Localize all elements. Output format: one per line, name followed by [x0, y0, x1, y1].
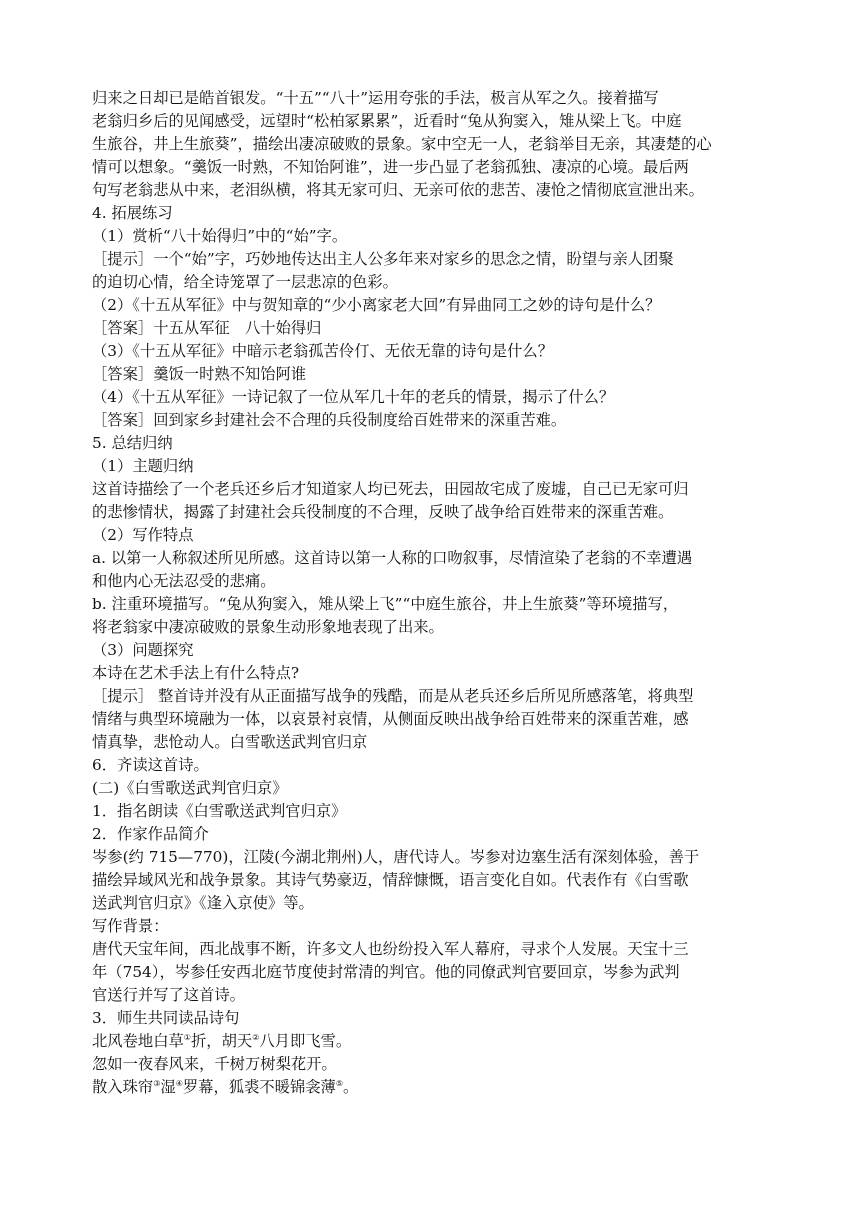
paragraph-line: b. 注重环境描写。“兔从狗窦入，雉从梁上飞”“中庭生旅谷，井上生旅葵”等环境描写，: [92, 595, 679, 613]
poem-text: 罗幕，狐裘不暖锦衾薄: [182, 1078, 336, 1096]
paragraph-line: 描绘异域风光和战争景象。其诗气势豪迈，情辞慷慨，语言变化自如。代表作有《白雪歌: [92, 871, 689, 889]
step-heading: 1．指名朗读《白雪歌送武判官归京》: [92, 802, 347, 820]
question: （4）《十五从军征》一诗记叙了一位从军几十年的老兵的情景，揭示了什么？: [92, 388, 615, 406]
paragraph-line: 和他内心无法忍受的悲痛。: [92, 572, 276, 590]
footnote-marker: ②: [252, 1032, 260, 1042]
question: （3）《十五从军征》中暗示老翁孤苦伶仃、无依无靠的诗句是什么？: [92, 342, 553, 360]
section-heading: (二)《白雪歌送武判官归京》: [92, 779, 288, 797]
paragraph-line: 句写老翁悲从中来，老泪纵横，将其无家可归、无亲可依的悲苦、凄怆之情彻底宣泄出来。: [92, 181, 704, 199]
hint-line: 的迫切心情，给全诗笼罩了一层悲凉的色彩。: [92, 273, 398, 291]
question: （1）赏析“八十始得归”中的“始”字。: [92, 227, 348, 245]
paragraph-line: 老翁归乡后的见闻感受，远望时“松柏冢累累”，近看时“兔从狗窦入，雉从梁上飞。中庭: [92, 112, 682, 130]
paragraph-line: 送武判官归京》《逢入京使》等。: [92, 894, 314, 912]
paragraph-line: 这首诗描绘了一个老兵还乡后才知道家人均已死去，田园故宅成了废墟，自己已无家可归: [92, 480, 689, 498]
answer: ［答案］回到家乡封建社会不合理的兵役制度给百姓带来的深重苦难。: [92, 411, 567, 429]
paragraph-line: 唐代天宝年间，西北战事不断，许多文人也纷纷投入军人幕府，寻求个人发展。天宝十三: [92, 940, 689, 958]
step-heading: 2．作家作品简介: [92, 825, 209, 843]
question: 本诗在艺术手法上有什么特点?: [92, 664, 300, 682]
subheading: 写作背景：: [92, 917, 169, 935]
section-heading: 5. 总结归纳: [92, 434, 173, 452]
paragraph-line: 官送行并写了这首诗。: [92, 986, 245, 1004]
hint-line: 情真挚，悲怆动人。白雪歌送武判官归京: [92, 733, 368, 751]
footnote-marker: ⑤: [335, 1078, 344, 1088]
paragraph-line: 6．齐读这首诗。: [92, 756, 209, 774]
hint-line: 情绪与典型环境融为一体，以哀景衬哀情，从侧面反映出战争给百姓带来的深重苦难，感: [92, 710, 689, 728]
poem-text: 。: [343, 1078, 359, 1096]
document-body: [92, 87, 782, 1099]
question: （2）《十五从军征》中与贺知章的“少小离家老大回”有异曲同工之妙的诗句是什么？: [92, 296, 661, 314]
step-heading: 3．师生共同读品诗句: [92, 1009, 240, 1027]
answer: ［答案］羹饭一时熟不知饴阿谁: [92, 365, 307, 383]
poem-text: 八月即飞雪。: [259, 1032, 352, 1050]
poem-text: 散入珠帘: [92, 1078, 154, 1096]
footnote-marker: ①: [183, 1032, 191, 1042]
hint-line: ［提示］一个“始”字，巧妙地传达出主人公多年来对家乡的思念之情，盼望与亲人团聚: [92, 250, 674, 268]
paragraph-line: 岑参(约 715—770)，江陵(今湖北荆州)人，唐代诗人。岑参对边塞生活有深刻体验，善于: [92, 848, 700, 866]
footnote-marker: ③: [153, 1078, 161, 1088]
paragraph-line: a. 以第一人称叙述所见所感。这首诗以第一人称的口吻叙事，尽情渲染了老翁的不幸遭遇: [92, 549, 693, 567]
paragraph-line: 年（754），岑参任安西北庭节度使封常清的判官。他的同僚武判官要回京，岑参为武判: [92, 963, 680, 981]
subheading: （1）主题归纳: [92, 457, 194, 475]
poem-text: 湿: [160, 1078, 176, 1096]
paragraph-line: 生旅谷，井上生旅葵”，描绘出凄凉破败的景象。家中空无一人，老翁举目无亲，其凄楚的心: [92, 135, 712, 153]
footnote-marker: ④: [175, 1078, 183, 1088]
paragraph-line: 的悲惨情状，揭露了封建社会兵役制度的不合理，反映了战争给百姓带来的深重苦难。: [92, 503, 674, 521]
paragraph-line: 将老翁家中凄凉破败的景象生动形象地表现了出来。: [92, 618, 444, 636]
poem-line-3: [92, 1076, 782, 1099]
subheading: （3）问题探究: [92, 641, 194, 659]
section-heading: 4. 拓展练习: [92, 204, 173, 222]
hint-line: ［提示］ 整首诗并没有从正面描写战争的残酷，而是从老兵还乡后所见所感落笔，将典型: [92, 687, 694, 705]
poem-line-2: 忽如一夜春风来，千树万树梨花开。: [92, 1055, 337, 1073]
poem-text: 北风卷地白草: [92, 1032, 184, 1050]
answer: ［答案］十五从军征 八十始得归: [92, 319, 322, 337]
paragraph-line: 归来之日却已是皓首银发。“十五”“八十”运用夸张的手法，极言从军之久。接着描写: [92, 89, 659, 107]
poem-line-1: [92, 1030, 782, 1053]
poem-text: 折，胡天: [190, 1032, 253, 1050]
paragraph-line: 情可以想象。“羹饭一时熟，不知饴阿谁”，进一步凸显了老翁孤独、凄凉的心境。最后两: [92, 158, 689, 176]
subheading: （2）写作特点: [92, 526, 194, 544]
